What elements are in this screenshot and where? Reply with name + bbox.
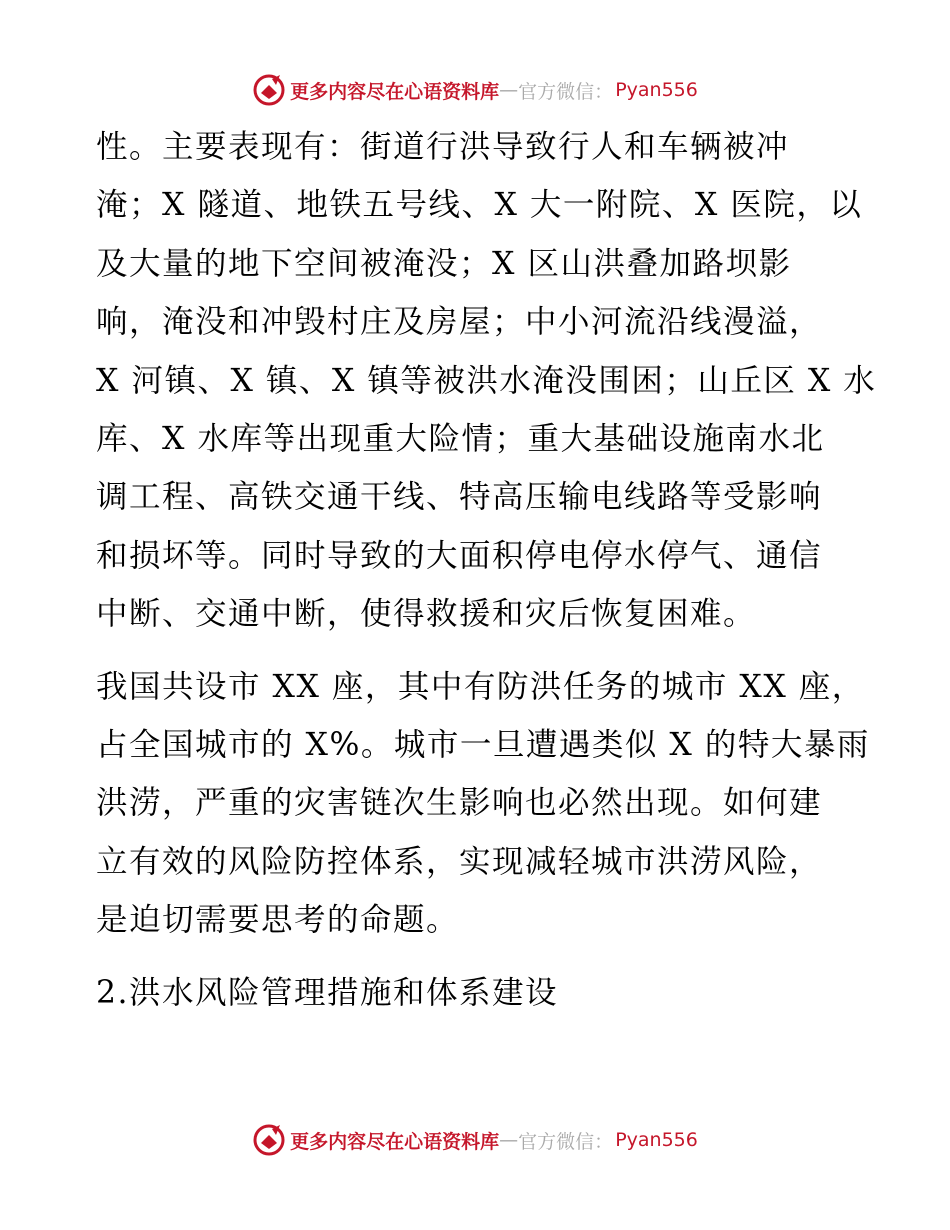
paragraph-line: 库、X 水库等出现重大险情；重大基础设施南水北 [96, 421, 825, 458]
paragraph-line: 洪涝，严重的灾害链次生影响也必然出现。如何建 [96, 785, 823, 822]
paragraph-line: 和损坏等。同时导致的大面积停电停水停气、通信 [96, 537, 823, 574]
paragraph-line: 淹；X 隧道、地铁五号线、X 大一附院、X 医院，以 [96, 187, 863, 224]
paragraph-line: 立有效的风险防控体系，实现减轻城市洪涝风险， [96, 843, 823, 880]
footer-main-text: 更多内容尽在心语资料库 [290, 1130, 500, 1153]
header-main-text: 更多内容尽在心语资料库 [290, 80, 500, 103]
footer-wechat-id: Pyan556 [615, 1129, 698, 1151]
header-wechat-id: Pyan556 [615, 79, 698, 101]
footer-banner [0, 1118, 950, 1162]
paragraph-line: X 河镇、X 镇、X 镇等被洪水淹没围困；山丘区 X 水 [96, 362, 877, 399]
paragraph-line: 响，淹没和冲毁村庄及房屋；中小河流沿线漫溢， [96, 304, 823, 341]
paragraph-line: 调工程、高铁交通干线、特高压输电线路等受影响 [96, 479, 823, 516]
footer-dash: — [499, 1129, 519, 1151]
paragraph-line: 占全国城市的 X%。城市一旦遭遇类似 X 的特大暴雨 [96, 727, 870, 764]
paragraph-line: 我国共设市 XX 座，其中有防洪任务的城市 XX 座， [96, 668, 865, 705]
book-pen-logo-icon [252, 1123, 286, 1157]
paragraph-2 [96, 658, 870, 950]
footer-wechat-label: 官方微信： [518, 1130, 614, 1153]
paragraph-line: 性。主要表现有：街道行洪导致行人和车辆被冲 [96, 129, 790, 165]
book-pen-logo-icon [252, 73, 286, 107]
paragraph-line: 是迫切需要思考的命题。 [96, 902, 460, 939]
header-banner [0, 68, 950, 112]
paragraph-line: 及大量的地下空间被淹没；X 区山洪叠加路坝影 [96, 245, 792, 282]
paragraph-1 [96, 118, 877, 644]
section-heading: 2.洪水风险管理措施和体系建设 [96, 974, 559, 1011]
paragraph-line: 中断、交通中断，使得救援和灾后恢复困难。 [96, 596, 757, 633]
header-wechat-label: 官方微信： [518, 80, 614, 103]
header-dash: — [499, 79, 519, 101]
document-body [96, 118, 877, 1022]
